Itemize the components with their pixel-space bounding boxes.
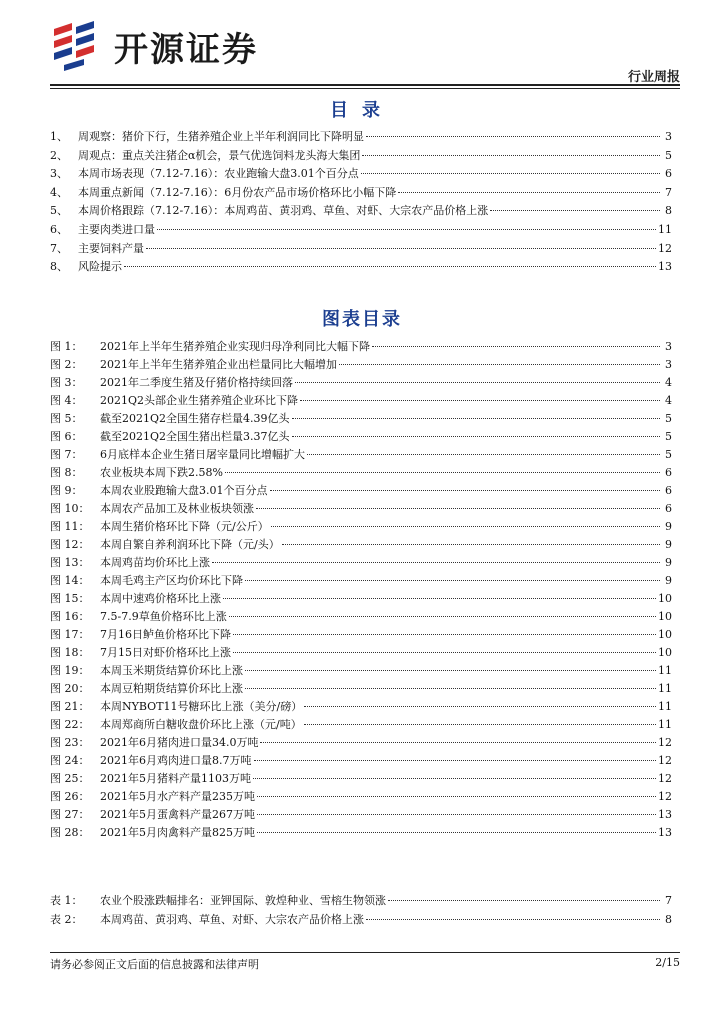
figure-entry[interactable] <box>50 734 672 752</box>
report-type-label: 行业周报 <box>627 70 680 85</box>
entry-page: 10 <box>658 592 672 605</box>
entry-number: 图 28： <box>50 826 90 839</box>
dot-leader <box>146 248 656 249</box>
entry-number: 图 16： <box>50 610 90 623</box>
entry-title: 周观察：猪价下行，生猪养殖企业上半年利润同比下降明显 <box>78 130 364 143</box>
dot-leader <box>372 346 660 347</box>
entry-page: 11 <box>658 682 672 695</box>
dot-leader <box>282 544 660 545</box>
figure-entry[interactable] <box>50 716 672 734</box>
entry-title: 本周生猪价格环比下降（元/公斤） <box>100 520 269 533</box>
dot-leader <box>245 688 656 689</box>
entry-number: 图 6： <box>50 430 83 443</box>
figure-entry[interactable] <box>50 752 672 770</box>
entry-title: 2021年5月水产料产量235万吨 <box>100 790 255 803</box>
entry-number: 图 11： <box>50 520 90 533</box>
entry-page: 9 <box>665 520 672 533</box>
entry-title: 7月15日对虾价格环比上涨 <box>100 646 231 659</box>
dot-leader <box>233 634 656 635</box>
figure-entry[interactable] <box>50 698 672 716</box>
entry-title: 7.5-7.9草鱼价格环比上涨 <box>100 610 227 623</box>
toc-entry[interactable] <box>50 128 672 147</box>
dot-leader <box>233 652 656 653</box>
dot-leader <box>361 173 660 174</box>
entry-page: 6 <box>665 502 672 515</box>
entry-number: 图 15： <box>50 592 90 605</box>
entry-number: 2、 <box>50 148 68 162</box>
figure-index-title: 图表目录 <box>322 309 402 330</box>
figure-entry[interactable] <box>50 662 672 680</box>
entry-page: 10 <box>658 646 672 659</box>
entry-number: 3、 <box>50 167 68 181</box>
dot-leader <box>307 454 660 455</box>
entry-page: 6 <box>665 484 672 497</box>
figure-entry[interactable] <box>50 680 672 698</box>
entry-number: 图 26： <box>50 790 90 803</box>
dot-leader <box>292 418 660 419</box>
entry-number: 图 1： <box>50 340 83 353</box>
entry-number: 图 27： <box>50 808 90 821</box>
figure-entry[interactable] <box>50 590 672 608</box>
entry-number: 图 19： <box>50 664 90 677</box>
entry-title: 主要饲料产量 <box>78 241 144 255</box>
dot-leader <box>260 742 656 743</box>
entry-page: 6 <box>665 167 672 181</box>
dot-leader <box>253 778 656 779</box>
dot-leader <box>304 724 656 725</box>
toc-entry[interactable] <box>50 202 672 221</box>
brand-logo <box>50 18 258 74</box>
figure-entry[interactable] <box>50 410 672 428</box>
entry-title: 2021年6月猪肉进口量34.0万吨 <box>100 736 259 749</box>
entry-page: 11 <box>658 664 672 677</box>
entry-number: 表 2： <box>50 913 83 926</box>
entry-page: 3 <box>665 340 672 353</box>
entry-title: 2021Q2头部企业生猪养殖企业环比下降 <box>100 394 299 407</box>
figure-entry[interactable] <box>50 806 672 824</box>
figure-entry[interactable] <box>50 608 672 626</box>
dot-leader <box>225 472 660 473</box>
dot-leader <box>157 229 656 230</box>
entry-number: 图 23： <box>50 736 90 749</box>
entry-page: 13 <box>658 260 672 274</box>
figure-entry[interactable] <box>50 428 672 446</box>
table-entry[interactable] <box>50 891 672 910</box>
dot-leader <box>366 919 660 920</box>
page-number: 2/15 <box>655 956 680 969</box>
dot-leader <box>398 192 660 193</box>
entry-number: 图 24： <box>50 754 90 767</box>
toc-entry[interactable] <box>50 258 672 277</box>
figure-entry[interactable] <box>50 536 672 554</box>
entry-title: 7月16日鲈鱼价格环比下降 <box>100 628 231 641</box>
table-index-list <box>50 891 672 929</box>
table-entry[interactable] <box>50 910 672 929</box>
footer-divider <box>50 952 680 953</box>
entry-page: 9 <box>665 556 672 569</box>
dot-leader <box>339 364 660 365</box>
figure-entry[interactable] <box>50 338 672 356</box>
dot-leader <box>245 670 656 671</box>
entry-number: 图 17： <box>50 628 90 641</box>
entry-number: 图 2： <box>50 358 83 371</box>
toc-title: 目录 <box>330 100 394 121</box>
entry-number: 图 5： <box>50 412 83 425</box>
footer-disclaimer: 请务必参阅正文后面的信息披露和法律声明 <box>50 958 259 971</box>
figure-entry[interactable] <box>50 788 672 806</box>
entry-title: 2021年5月猪料产量1103万吨 <box>100 772 251 785</box>
entry-title: 农业个股涨跌幅排名：亚钾国际、敦煌种业、雪榕生物领涨 <box>100 894 386 907</box>
entry-number: 图 3： <box>50 376 83 389</box>
dot-leader <box>257 832 656 833</box>
figure-entry[interactable] <box>50 770 672 788</box>
entry-number: 图 18： <box>50 646 90 659</box>
entry-title: 本周玉米期货结算价环比上涨 <box>100 664 243 677</box>
entry-number: 图 7： <box>50 448 83 461</box>
entry-title: 农业板块本周下跌2.58% <box>100 466 223 479</box>
figure-entry[interactable] <box>50 554 672 572</box>
entry-title: 截至2021Q2全国生猪出栏量3.37亿头 <box>100 430 290 443</box>
entry-page: 13 <box>658 808 672 821</box>
entry-number: 图 12： <box>50 538 90 551</box>
figure-entry[interactable] <box>50 392 672 410</box>
entry-page: 4 <box>665 394 672 407</box>
entry-number: 图 22： <box>50 718 90 731</box>
figure-entry[interactable] <box>50 482 672 500</box>
entry-title: 本周重点新闻（7.12-7.16）：6月份农产品市场价格环比小幅下降 <box>78 185 397 199</box>
entry-title: 本周中速鸡价格环比上涨 <box>100 592 221 605</box>
entry-title: 主要肉类进口量 <box>78 222 155 236</box>
figure-entry[interactable] <box>50 464 672 482</box>
figure-index-list <box>50 338 672 842</box>
dot-leader <box>388 900 660 901</box>
entry-number: 图 13： <box>50 556 90 569</box>
dot-leader <box>295 382 660 383</box>
entry-page: 3 <box>665 358 672 371</box>
toc-list <box>50 128 672 277</box>
entry-number: 8、 <box>50 260 68 274</box>
entry-number: 表 1： <box>50 894 83 907</box>
dot-leader <box>270 490 661 491</box>
figure-entry[interactable] <box>50 824 672 842</box>
entry-title: 2021年5月肉禽料产量825万吨 <box>100 826 255 839</box>
figure-entry[interactable] <box>50 626 672 644</box>
entry-title: 本周郑商所白糖收盘价环比上涨（元/吨） <box>100 718 302 731</box>
entry-page: 9 <box>665 574 672 587</box>
entry-number: 图 8： <box>50 466 83 479</box>
dot-leader <box>257 796 656 797</box>
entry-title: 2021年6月鸡肉进口量8.7万吨 <box>100 754 252 767</box>
brand-logo-icon <box>50 21 108 71</box>
entry-number: 图 9： <box>50 484 83 497</box>
figure-entry[interactable] <box>50 572 672 590</box>
entry-title: 截至2021Q2全国生猪存栏量4.39亿头 <box>100 412 290 425</box>
entry-page: 13 <box>658 826 672 839</box>
entry-page: 5 <box>665 148 672 162</box>
entry-number: 图 21： <box>50 700 90 713</box>
dot-leader <box>223 598 656 599</box>
entry-page: 7 <box>665 185 672 199</box>
entry-page: 11 <box>658 700 672 713</box>
figure-entry[interactable] <box>50 356 672 374</box>
entry-title: 本周农产品加工及林业板块领涨 <box>100 502 254 515</box>
entry-title: 2021年5月蛋禽料产量267万吨 <box>100 808 255 821</box>
entry-number: 1、 <box>50 130 68 143</box>
dot-leader <box>304 706 656 707</box>
dot-leader <box>245 580 660 581</box>
entry-page: 12 <box>658 772 672 785</box>
entry-page: 9 <box>665 538 672 551</box>
entry-page: 7 <box>665 894 672 907</box>
entry-title: 2021年上半年生猪养殖企业实现归母净利同比大幅下降 <box>100 340 370 353</box>
entry-title: 本周鸡苗、黄羽鸡、草鱼、对虾、大宗农产品价格上涨 <box>100 913 364 926</box>
header-divider-thin <box>50 88 680 89</box>
entry-page: 8 <box>665 204 672 218</box>
dot-leader <box>229 616 656 617</box>
toc-entry[interactable] <box>50 240 672 259</box>
entry-title: 本周毛鸡主产区均价环比下降 <box>100 574 243 587</box>
dot-leader <box>366 136 660 137</box>
entry-title: 本周农业股跑输大盘3.01个百分点 <box>100 484 268 497</box>
entry-number: 图 4： <box>50 394 83 407</box>
entry-page: 11 <box>658 222 672 236</box>
entry-title: 风险提示 <box>78 260 122 274</box>
toc-entry[interactable] <box>50 165 672 184</box>
entry-page: 11 <box>658 718 672 731</box>
toc-entry[interactable] <box>50 147 672 166</box>
dot-leader <box>257 814 656 815</box>
entry-page: 8 <box>665 913 672 926</box>
entry-page: 12 <box>658 754 672 767</box>
figure-entry[interactable] <box>50 446 672 464</box>
brand-name: 开源证券 <box>114 29 258 70</box>
entry-title: 6月底样本企业生猪日屠宰量同比增幅扩大 <box>100 448 305 461</box>
dot-leader <box>362 155 660 156</box>
toc-entry[interactable] <box>50 184 672 203</box>
figure-entry[interactable] <box>50 500 672 518</box>
entry-number: 4、 <box>50 185 68 199</box>
entry-page: 12 <box>658 241 672 255</box>
dot-leader <box>124 266 656 267</box>
figure-entry[interactable] <box>50 644 672 662</box>
figure-entry[interactable] <box>50 374 672 392</box>
page-header <box>50 18 680 85</box>
entry-page: 10 <box>658 610 672 623</box>
entry-number: 6、 <box>50 222 68 236</box>
entry-title: 2021年二季度生猪及仔猪价格持续回落 <box>100 376 293 389</box>
entry-title: 本周NYBOT11号糖环比上涨（美分/磅） <box>100 700 303 713</box>
dot-leader <box>212 562 660 563</box>
dot-leader <box>256 508 660 509</box>
entry-page: 6 <box>665 466 672 479</box>
entry-page: 3 <box>665 130 672 143</box>
dot-leader <box>300 400 660 401</box>
entry-page: 5 <box>665 430 672 443</box>
dot-leader <box>490 210 660 211</box>
entry-title: 本周豆粕期货结算价环比上涨 <box>100 682 243 695</box>
entry-number: 图 20： <box>50 682 90 695</box>
entry-number: 图 10： <box>50 502 90 515</box>
entry-title: 2021年上半年生猪养殖企业出栏量同比大幅增加 <box>100 358 337 371</box>
entry-page: 10 <box>658 628 672 641</box>
entry-title: 本周自繁自养利润环比下降（元/头） <box>100 538 280 551</box>
entry-number: 图 14： <box>50 574 90 587</box>
entry-page: 5 <box>665 448 672 461</box>
entry-title: 本周市场表现（7.12-7.16）：农业跑输大盘3.01个百分点 <box>78 167 359 181</box>
entry-number: 5、 <box>50 204 68 218</box>
entry-title: 本周鸡苗均价环比上涨 <box>100 556 210 569</box>
header-divider <box>50 84 680 86</box>
entry-page: 4 <box>665 376 672 389</box>
toc-entry[interactable] <box>50 221 672 240</box>
entry-page: 5 <box>665 412 672 425</box>
dot-leader <box>292 436 660 437</box>
entry-title: 本周价格跟踪（7.12-7.16）：本周鸡苗、黄羽鸡、草鱼、对虾、大宗农产品价格上涨 <box>78 204 489 218</box>
entry-number: 7、 <box>50 241 68 255</box>
entry-page: 12 <box>658 790 672 803</box>
entry-page: 12 <box>658 736 672 749</box>
dot-leader <box>254 760 657 761</box>
figure-entry[interactable] <box>50 518 672 536</box>
entry-title: 周观点：重点关注猪企α机会，景气优选饲料龙头海大集团 <box>78 148 361 162</box>
dot-leader <box>271 526 660 527</box>
entry-number: 图 25： <box>50 772 90 785</box>
